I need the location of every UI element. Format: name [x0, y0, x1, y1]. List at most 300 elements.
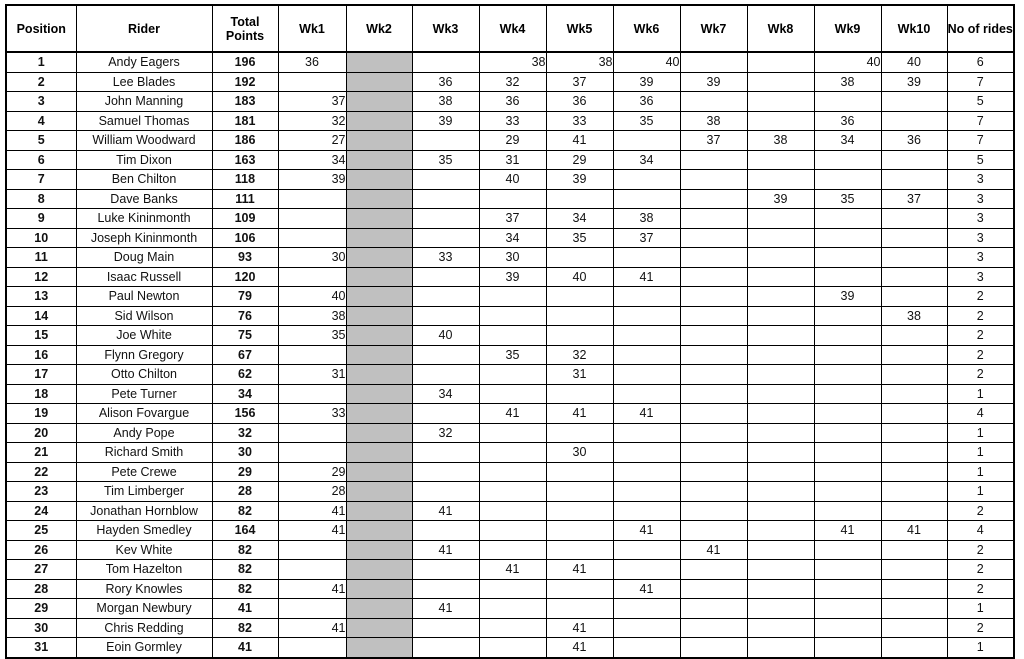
wk4-cell[interactable]: 32	[479, 72, 546, 92]
wk9-cell[interactable]	[814, 462, 881, 482]
wk4-cell[interactable]	[479, 384, 546, 404]
wk4-cell[interactable]	[479, 306, 546, 326]
position-cell[interactable]: 15	[6, 326, 76, 346]
header-wk9[interactable]: Wk9	[814, 5, 881, 52]
position-cell[interactable]: 11	[6, 248, 76, 268]
header-wk3[interactable]: Wk3	[412, 5, 479, 52]
wk9-cell[interactable]	[814, 501, 881, 521]
wk2-cell[interactable]	[346, 482, 412, 502]
wk2-cell[interactable]	[346, 92, 412, 112]
rides-cell[interactable]: 3	[947, 267, 1014, 287]
wk7-cell[interactable]	[680, 560, 747, 580]
position-cell[interactable]: 3	[6, 92, 76, 112]
wk4-cell[interactable]	[479, 189, 546, 209]
wk3-cell[interactable]	[412, 560, 479, 580]
total-points-cell[interactable]: 181	[212, 111, 278, 131]
position-cell[interactable]: 8	[6, 189, 76, 209]
wk5-cell[interactable]	[546, 423, 613, 443]
wk2-cell[interactable]	[346, 599, 412, 619]
total-points-cell[interactable]: 41	[212, 599, 278, 619]
wk10-cell[interactable]: 40	[881, 52, 947, 72]
wk8-cell[interactable]	[747, 404, 814, 424]
wk8-cell[interactable]	[747, 384, 814, 404]
wk9-cell[interactable]	[814, 306, 881, 326]
wk1-cell[interactable]: 39	[278, 170, 346, 190]
wk10-cell[interactable]: 36	[881, 131, 947, 151]
wk5-cell[interactable]: 30	[546, 443, 613, 463]
wk6-cell[interactable]	[613, 501, 680, 521]
total-points-cell[interactable]: 29	[212, 462, 278, 482]
wk2-cell[interactable]	[346, 540, 412, 560]
wk1-cell[interactable]	[278, 384, 346, 404]
rider-cell[interactable]: John Manning	[76, 92, 212, 112]
rider-cell[interactable]: Isaac Russell	[76, 267, 212, 287]
rider-cell[interactable]: Pete Turner	[76, 384, 212, 404]
wk4-cell[interactable]: 33	[479, 111, 546, 131]
total-points-cell[interactable]: 118	[212, 170, 278, 190]
wk10-cell[interactable]	[881, 150, 947, 170]
wk1-cell[interactable]: 41	[278, 579, 346, 599]
rides-cell[interactable]: 2	[947, 618, 1014, 638]
wk5-cell[interactable]: 41	[546, 560, 613, 580]
rides-cell[interactable]: 2	[947, 501, 1014, 521]
wk1-cell[interactable]	[278, 189, 346, 209]
rides-cell[interactable]: 3	[947, 209, 1014, 229]
wk5-cell[interactable]: 38	[546, 52, 613, 72]
wk10-cell[interactable]	[881, 111, 947, 131]
wk10-cell[interactable]	[881, 345, 947, 365]
wk9-cell[interactable]	[814, 560, 881, 580]
wk3-cell[interactable]: 34	[412, 384, 479, 404]
wk3-cell[interactable]	[412, 482, 479, 502]
rides-cell[interactable]: 7	[947, 131, 1014, 151]
wk8-cell[interactable]	[747, 287, 814, 307]
wk7-cell[interactable]	[680, 150, 747, 170]
wk10-cell[interactable]	[881, 267, 947, 287]
total-points-cell[interactable]: 34	[212, 384, 278, 404]
rides-cell[interactable]: 3	[947, 228, 1014, 248]
wk5-cell[interactable]: 31	[546, 365, 613, 385]
wk1-cell[interactable]: 35	[278, 326, 346, 346]
wk4-cell[interactable]: 35	[479, 345, 546, 365]
wk1-cell[interactable]	[278, 267, 346, 287]
wk1-cell[interactable]	[278, 72, 346, 92]
rides-cell[interactable]: 1	[947, 599, 1014, 619]
rider-cell[interactable]: Lee Blades	[76, 72, 212, 92]
wk2-cell[interactable]	[346, 579, 412, 599]
position-cell[interactable]: 22	[6, 462, 76, 482]
wk2-cell[interactable]	[346, 404, 412, 424]
wk2-cell[interactable]	[346, 150, 412, 170]
wk5-cell[interactable]: 33	[546, 111, 613, 131]
wk7-cell[interactable]	[680, 638, 747, 658]
wk5-cell[interactable]	[546, 482, 613, 502]
wk4-cell[interactable]	[479, 618, 546, 638]
rides-cell[interactable]: 2	[947, 579, 1014, 599]
wk7-cell[interactable]	[680, 462, 747, 482]
wk4-cell[interactable]	[479, 287, 546, 307]
wk10-cell[interactable]	[881, 384, 947, 404]
wk3-cell[interactable]	[412, 228, 479, 248]
wk8-cell[interactable]	[747, 560, 814, 580]
wk7-cell[interactable]	[680, 404, 747, 424]
rider-cell[interactable]: Ben Chilton	[76, 170, 212, 190]
total-points-cell[interactable]: 163	[212, 150, 278, 170]
wk5-cell[interactable]	[546, 248, 613, 268]
wk8-cell[interactable]	[747, 462, 814, 482]
wk4-cell[interactable]: 39	[479, 267, 546, 287]
wk9-cell[interactable]	[814, 267, 881, 287]
wk4-cell[interactable]: 34	[479, 228, 546, 248]
rides-cell[interactable]: 1	[947, 384, 1014, 404]
total-points-cell[interactable]: 111	[212, 189, 278, 209]
wk6-cell[interactable]: 40	[613, 52, 680, 72]
wk5-cell[interactable]: 34	[546, 209, 613, 229]
wk6-cell[interactable]: 38	[613, 209, 680, 229]
position-cell[interactable]: 28	[6, 579, 76, 599]
rider-cell[interactable]: Richard Smith	[76, 443, 212, 463]
wk6-cell[interactable]	[613, 287, 680, 307]
wk8-cell[interactable]	[747, 599, 814, 619]
wk10-cell[interactable]	[881, 540, 947, 560]
wk10-cell[interactable]	[881, 618, 947, 638]
total-points-cell[interactable]: 120	[212, 267, 278, 287]
wk8-cell[interactable]	[747, 326, 814, 346]
wk6-cell[interactable]	[613, 326, 680, 346]
rides-cell[interactable]: 2	[947, 287, 1014, 307]
wk3-cell[interactable]	[412, 404, 479, 424]
wk3-cell[interactable]: 41	[412, 540, 479, 560]
wk10-cell[interactable]	[881, 365, 947, 385]
wk2-cell[interactable]	[346, 501, 412, 521]
wk1-cell[interactable]: 36	[278, 52, 346, 72]
wk10-cell[interactable]	[881, 248, 947, 268]
wk3-cell[interactable]	[412, 521, 479, 541]
wk9-cell[interactable]	[814, 326, 881, 346]
total-points-cell[interactable]: 93	[212, 248, 278, 268]
total-points-cell[interactable]: 76	[212, 306, 278, 326]
wk3-cell[interactable]	[412, 189, 479, 209]
rider-cell[interactable]: Chris Redding	[76, 618, 212, 638]
wk1-cell[interactable]	[278, 560, 346, 580]
wk3-cell[interactable]: 41	[412, 501, 479, 521]
rider-cell[interactable]: Sid Wilson	[76, 306, 212, 326]
wk3-cell[interactable]	[412, 345, 479, 365]
wk7-cell[interactable]	[680, 52, 747, 72]
wk3-cell[interactable]: 40	[412, 326, 479, 346]
position-cell[interactable]: 27	[6, 560, 76, 580]
rides-cell[interactable]: 7	[947, 72, 1014, 92]
wk8-cell[interactable]	[747, 638, 814, 658]
wk2-cell[interactable]	[346, 287, 412, 307]
rides-cell[interactable]: 2	[947, 540, 1014, 560]
rider-cell[interactable]: Tim Dixon	[76, 150, 212, 170]
rider-cell[interactable]: Morgan Newbury	[76, 599, 212, 619]
wk3-cell[interactable]: 38	[412, 92, 479, 112]
wk2-cell[interactable]	[346, 345, 412, 365]
wk2-cell[interactable]	[346, 111, 412, 131]
header-wk2[interactable]: Wk2	[346, 5, 412, 52]
total-points-cell[interactable]: 106	[212, 228, 278, 248]
rider-cell[interactable]: Doug Main	[76, 248, 212, 268]
wk5-cell[interactable]	[546, 501, 613, 521]
wk4-cell[interactable]: 30	[479, 248, 546, 268]
rider-cell[interactable]: Jonathan Hornblow	[76, 501, 212, 521]
rides-cell[interactable]: 1	[947, 482, 1014, 502]
wk6-cell[interactable]	[613, 462, 680, 482]
wk9-cell[interactable]	[814, 384, 881, 404]
wk3-cell[interactable]	[412, 52, 479, 72]
wk9-cell[interactable]: 39	[814, 287, 881, 307]
wk3-cell[interactable]	[412, 306, 479, 326]
wk6-cell[interactable]: 41	[613, 267, 680, 287]
total-points-cell[interactable]: 28	[212, 482, 278, 502]
rider-cell[interactable]: Tom Hazelton	[76, 560, 212, 580]
wk8-cell[interactable]	[747, 540, 814, 560]
wk10-cell[interactable]	[881, 443, 947, 463]
header-wk1[interactable]: Wk1	[278, 5, 346, 52]
wk2-cell[interactable]	[346, 560, 412, 580]
rides-cell[interactable]: 3	[947, 248, 1014, 268]
total-points-cell[interactable]: 82	[212, 579, 278, 599]
wk5-cell[interactable]	[546, 540, 613, 560]
wk3-cell[interactable]	[412, 638, 479, 658]
position-cell[interactable]: 24	[6, 501, 76, 521]
wk1-cell[interactable]	[278, 345, 346, 365]
wk3-cell[interactable]	[412, 365, 479, 385]
rider-cell[interactable]: Tim Limberger	[76, 482, 212, 502]
wk1-cell[interactable]: 40	[278, 287, 346, 307]
wk9-cell[interactable]	[814, 170, 881, 190]
rides-cell[interactable]: 5	[947, 92, 1014, 112]
wk8-cell[interactable]	[747, 345, 814, 365]
wk9-cell[interactable]	[814, 345, 881, 365]
wk1-cell[interactable]: 27	[278, 131, 346, 151]
wk10-cell[interactable]	[881, 638, 947, 658]
wk8-cell[interactable]	[747, 423, 814, 443]
wk6-cell[interactable]: 41	[613, 579, 680, 599]
rides-cell[interactable]: 2	[947, 345, 1014, 365]
total-points-cell[interactable]: 82	[212, 618, 278, 638]
wk5-cell[interactable]	[546, 462, 613, 482]
header-position[interactable]: Position	[6, 5, 76, 52]
position-cell[interactable]: 2	[6, 72, 76, 92]
wk1-cell[interactable]: 37	[278, 92, 346, 112]
wk1-cell[interactable]: 29	[278, 462, 346, 482]
wk8-cell[interactable]	[747, 365, 814, 385]
wk1-cell[interactable]: 41	[278, 618, 346, 638]
header-total-points[interactable]: Total Points	[212, 5, 278, 52]
total-points-cell[interactable]: 82	[212, 560, 278, 580]
wk9-cell[interactable]	[814, 209, 881, 229]
wk10-cell[interactable]	[881, 326, 947, 346]
wk1-cell[interactable]: 28	[278, 482, 346, 502]
wk5-cell[interactable]: 36	[546, 92, 613, 112]
wk9-cell[interactable]	[814, 150, 881, 170]
wk4-cell[interactable]	[479, 638, 546, 658]
wk9-cell[interactable]: 40	[814, 52, 881, 72]
total-points-cell[interactable]: 82	[212, 501, 278, 521]
wk10-cell[interactable]: 38	[881, 306, 947, 326]
total-points-cell[interactable]: 79	[212, 287, 278, 307]
wk3-cell[interactable]: 32	[412, 423, 479, 443]
wk4-cell[interactable]	[479, 462, 546, 482]
wk6-cell[interactable]	[613, 443, 680, 463]
wk3-cell[interactable]	[412, 462, 479, 482]
wk3-cell[interactable]: 36	[412, 72, 479, 92]
wk5-cell[interactable]	[546, 384, 613, 404]
wk10-cell[interactable]	[881, 404, 947, 424]
wk3-cell[interactable]	[412, 287, 479, 307]
total-points-cell[interactable]: 30	[212, 443, 278, 463]
wk10-cell[interactable]	[881, 599, 947, 619]
wk8-cell[interactable]	[747, 209, 814, 229]
total-points-cell[interactable]: 183	[212, 92, 278, 112]
wk3-cell[interactable]	[412, 443, 479, 463]
rider-cell[interactable]: Flynn Gregory	[76, 345, 212, 365]
rides-cell[interactable]: 1	[947, 443, 1014, 463]
rider-cell[interactable]: Otto Chilton	[76, 365, 212, 385]
wk4-cell[interactable]	[479, 443, 546, 463]
wk7-cell[interactable]: 41	[680, 540, 747, 560]
total-points-cell[interactable]: 164	[212, 521, 278, 541]
wk3-cell[interactable]	[412, 579, 479, 599]
wk10-cell[interactable]	[881, 209, 947, 229]
wk1-cell[interactable]	[278, 599, 346, 619]
wk6-cell[interactable]	[613, 365, 680, 385]
wk1-cell[interactable]: 31	[278, 365, 346, 385]
wk9-cell[interactable]: 36	[814, 111, 881, 131]
wk9-cell[interactable]	[814, 228, 881, 248]
position-cell[interactable]: 30	[6, 618, 76, 638]
wk7-cell[interactable]	[680, 482, 747, 502]
wk2-cell[interactable]	[346, 248, 412, 268]
wk8-cell[interactable]: 38	[747, 131, 814, 151]
wk4-cell[interactable]: 41	[479, 560, 546, 580]
wk4-cell[interactable]	[479, 540, 546, 560]
rider-cell[interactable]: Paul Newton	[76, 287, 212, 307]
wk2-cell[interactable]	[346, 384, 412, 404]
wk9-cell[interactable]: 38	[814, 72, 881, 92]
wk4-cell[interactable]: 38	[479, 52, 546, 72]
wk6-cell[interactable]: 35	[613, 111, 680, 131]
wk7-cell[interactable]	[680, 92, 747, 112]
wk1-cell[interactable]: 32	[278, 111, 346, 131]
wk6-cell[interactable]: 41	[613, 521, 680, 541]
wk8-cell[interactable]	[747, 228, 814, 248]
wk3-cell[interactable]: 33	[412, 248, 479, 268]
wk6-cell[interactable]	[613, 482, 680, 502]
wk7-cell[interactable]	[680, 306, 747, 326]
wk10-cell[interactable]	[881, 423, 947, 443]
wk6-cell[interactable]	[613, 618, 680, 638]
wk1-cell[interactable]	[278, 540, 346, 560]
wk9-cell[interactable]	[814, 404, 881, 424]
wk7-cell[interactable]	[680, 267, 747, 287]
position-cell[interactable]: 16	[6, 345, 76, 365]
wk5-cell[interactable]: 37	[546, 72, 613, 92]
wk9-cell[interactable]	[814, 540, 881, 560]
rides-cell[interactable]: 2	[947, 326, 1014, 346]
wk6-cell[interactable]	[613, 189, 680, 209]
wk5-cell[interactable]	[546, 326, 613, 346]
rider-cell[interactable]: Pete Crewe	[76, 462, 212, 482]
position-cell[interactable]: 21	[6, 443, 76, 463]
wk7-cell[interactable]	[680, 365, 747, 385]
wk6-cell[interactable]	[613, 170, 680, 190]
wk7-cell[interactable]	[680, 209, 747, 229]
wk4-cell[interactable]	[479, 365, 546, 385]
position-cell[interactable]: 14	[6, 306, 76, 326]
total-points-cell[interactable]: 75	[212, 326, 278, 346]
wk6-cell[interactable]: 34	[613, 150, 680, 170]
wk8-cell[interactable]	[747, 443, 814, 463]
wk5-cell[interactable]	[546, 287, 613, 307]
wk4-cell[interactable]	[479, 501, 546, 521]
wk1-cell[interactable]	[278, 423, 346, 443]
wk4-cell[interactable]	[479, 599, 546, 619]
position-cell[interactable]: 31	[6, 638, 76, 658]
wk10-cell[interactable]	[881, 170, 947, 190]
position-cell[interactable]: 9	[6, 209, 76, 229]
wk1-cell[interactable]: 34	[278, 150, 346, 170]
total-points-cell[interactable]: 67	[212, 345, 278, 365]
rides-cell[interactable]: 6	[947, 52, 1014, 72]
wk1-cell[interactable]	[278, 443, 346, 463]
total-points-cell[interactable]: 32	[212, 423, 278, 443]
wk4-cell[interactable]	[479, 423, 546, 443]
wk9-cell[interactable]: 35	[814, 189, 881, 209]
position-cell[interactable]: 17	[6, 365, 76, 385]
wk2-cell[interactable]	[346, 131, 412, 151]
wk3-cell[interactable]	[412, 267, 479, 287]
wk9-cell[interactable]: 41	[814, 521, 881, 541]
wk10-cell[interactable]: 37	[881, 189, 947, 209]
rider-cell[interactable]: Alison Fovargue	[76, 404, 212, 424]
rider-cell[interactable]: Eoin Gormley	[76, 638, 212, 658]
wk9-cell[interactable]	[814, 599, 881, 619]
wk8-cell[interactable]	[747, 579, 814, 599]
wk1-cell[interactable]: 30	[278, 248, 346, 268]
header-wk10[interactable]: Wk10	[881, 5, 947, 52]
wk3-cell[interactable]	[412, 170, 479, 190]
total-points-cell[interactable]: 192	[212, 72, 278, 92]
wk8-cell[interactable]	[747, 170, 814, 190]
wk5-cell[interactable]: 40	[546, 267, 613, 287]
wk5-cell[interactable]: 41	[546, 638, 613, 658]
wk10-cell[interactable]	[881, 228, 947, 248]
wk5-cell[interactable]	[546, 579, 613, 599]
wk10-cell[interactable]	[881, 579, 947, 599]
wk6-cell[interactable]	[613, 599, 680, 619]
wk9-cell[interactable]	[814, 579, 881, 599]
header-wk5[interactable]: Wk5	[546, 5, 613, 52]
wk6-cell[interactable]	[613, 384, 680, 404]
wk3-cell[interactable]	[412, 209, 479, 229]
wk9-cell[interactable]: 34	[814, 131, 881, 151]
rider-cell[interactable]: Samuel Thomas	[76, 111, 212, 131]
wk5-cell[interactable]: 41	[546, 618, 613, 638]
rider-cell[interactable]: Andy Pope	[76, 423, 212, 443]
position-cell[interactable]: 7	[6, 170, 76, 190]
wk6-cell[interactable]: 37	[613, 228, 680, 248]
wk2-cell[interactable]	[346, 521, 412, 541]
wk4-cell[interactable]	[479, 326, 546, 346]
rides-cell[interactable]: 4	[947, 404, 1014, 424]
position-cell[interactable]: 23	[6, 482, 76, 502]
total-points-cell[interactable]: 41	[212, 638, 278, 658]
rides-cell[interactable]: 3	[947, 170, 1014, 190]
